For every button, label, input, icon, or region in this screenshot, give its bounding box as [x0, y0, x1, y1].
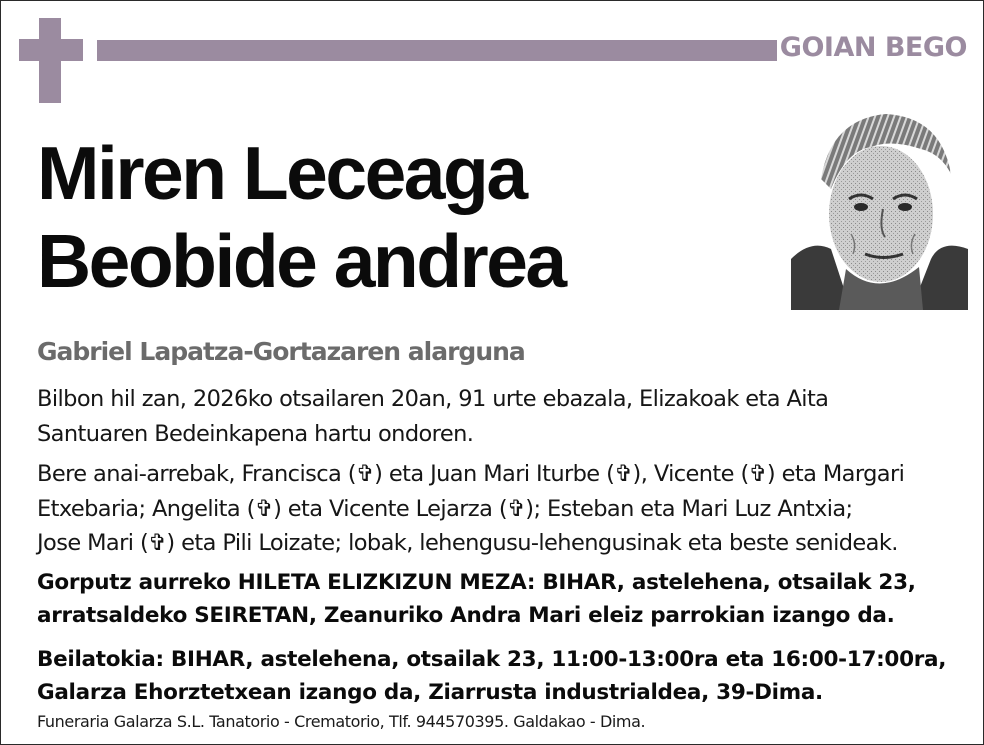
text-line: Gorputz aurreko HILETA ELIZKIZUN MEZA: BIHAR, astelehena, otsailak 23, — [37, 570, 916, 595]
text-line: Jose Mari (✞) eta Pili Loizate; lobak, lehengusu-lehengusinak eta beste senideak. — [37, 530, 898, 556]
name-line-1: Miren Leceaga — [37, 131, 526, 215]
text-line: arratsaldeko SEIRETAN, Zeanuriko Andra Mari eleiz parrokian izango da. — [37, 603, 895, 628]
header-label: GOIAN BEGO — [779, 32, 967, 63]
name-line-2: Beobide andrea — [37, 219, 565, 303]
spouse-line: Gabriel Lapatza-Gortazaren alarguna — [37, 337, 525, 366]
text-line: Bere anai-arrebak, Francisca (✞) eta Juan Mari Iturbe (✞), Vicente (✞) eta Margari — [37, 461, 905, 487]
text-line: Santuaren Bedeinkapena hartu ondoren. — [37, 420, 474, 447]
relatives-paragraph — [37, 457, 904, 561]
deceased-name — [37, 129, 565, 305]
text-line: Beilatokia: BIHAR, astelehena, otsailak 23, 11:00-13:00ra eta 16:00-17:00ra, — [37, 647, 947, 672]
text-line: Etxebaria; Angelita (✞) eta Vicente Lejarza (✞); Esteban eta Mari Luz Antxia; — [37, 495, 853, 522]
wake-paragraph — [37, 643, 946, 709]
text-line: Bilbon hil zan, 2026ko otsailaren 20an, 91 urte ebazala, Elizakoak eta Aita — [37, 386, 829, 412]
funeral-mass-paragraph — [37, 566, 916, 632]
funeral-home-footer: Funeraria Galarza S.L. Tanatorio - Crematorio, Tlf. 944570395. Galdakao - Dima. — [37, 712, 646, 731]
death-notice-paragraph — [37, 382, 828, 451]
portrait-photo — [791, 99, 968, 310]
text-line: Galarza Ehorztetxean izango da, Ziarrusta industrialdea, 39-Dima. — [37, 680, 823, 705]
cross-icon — [19, 18, 83, 103]
header-rule — [97, 40, 777, 61]
